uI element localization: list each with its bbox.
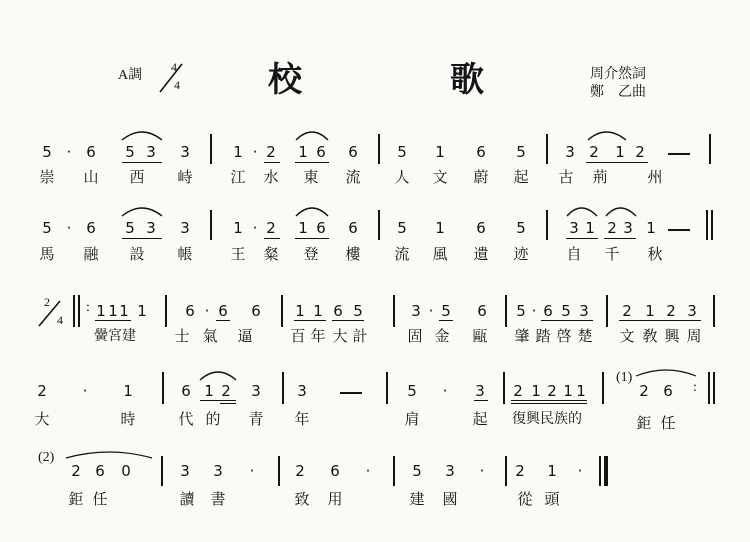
lyric: 人 — [394, 168, 410, 186]
note: 6 — [185, 302, 195, 320]
underline — [604, 238, 636, 239]
note: 3 — [687, 302, 697, 320]
lyric: 西 — [129, 168, 145, 186]
lyric: 江 — [230, 168, 246, 186]
note: 1 — [123, 382, 133, 400]
lyric: 大 — [34, 410, 50, 428]
volta-1-label: (1) — [616, 370, 633, 385]
note: 6 — [330, 462, 340, 480]
key-signature: A調 — [118, 68, 143, 83]
slur — [586, 128, 628, 142]
extension-dash — [340, 392, 362, 394]
note: 5 — [353, 302, 363, 320]
dot: · — [479, 462, 485, 480]
note: 3 — [146, 143, 156, 161]
note: 5 — [561, 302, 571, 320]
title-char-2: 歌 — [450, 60, 486, 100]
note: 1 — [96, 302, 106, 320]
note: 1 — [313, 302, 323, 320]
underline — [220, 403, 236, 404]
lyric: 年 — [310, 327, 326, 345]
note: 6 — [348, 219, 358, 237]
note: 2 — [266, 143, 276, 161]
lyric: 樓 — [345, 245, 361, 263]
note: 1 — [576, 382, 586, 400]
dot: · — [252, 143, 258, 161]
note: 6 — [86, 143, 96, 161]
time-signature-numerator: 4 — [171, 60, 177, 74]
note: 1 — [233, 143, 243, 161]
underline — [216, 320, 230, 321]
note: 5 — [397, 143, 407, 161]
underline — [511, 400, 587, 401]
lyric: 古 — [558, 168, 574, 186]
note: 5 — [516, 143, 526, 161]
lyric: 甌 — [472, 327, 488, 345]
barline — [282, 372, 284, 404]
underline — [294, 320, 326, 321]
repeat-end-barline — [708, 372, 710, 404]
lyric: 百 — [290, 327, 306, 345]
lyric: 鉅 — [636, 414, 652, 432]
note: 5 — [407, 382, 417, 400]
repeat-end-barline — [713, 372, 715, 404]
note: 6 — [663, 382, 673, 400]
lyric: 文 — [432, 168, 448, 186]
note: 2 — [37, 382, 47, 400]
slur — [604, 204, 638, 218]
note: 6 — [316, 219, 326, 237]
lyric: 千 — [604, 245, 620, 263]
note: 1 — [204, 382, 214, 400]
dot: · — [252, 219, 258, 237]
lyric: 秋 — [647, 245, 663, 263]
lyric: 用 — [327, 490, 343, 508]
extension-dash — [668, 153, 690, 155]
note: 3 — [297, 382, 307, 400]
note: 3 — [213, 462, 223, 480]
lyric: 金 — [434, 327, 450, 345]
volta-2-label: (2) — [38, 450, 55, 465]
barline — [602, 372, 604, 404]
dot: · — [66, 143, 72, 161]
note: 5 — [412, 462, 422, 480]
barline — [281, 295, 283, 327]
note: 5 — [516, 302, 526, 320]
barline — [278, 456, 280, 486]
underline — [474, 400, 488, 401]
note: 6 — [333, 302, 343, 320]
note: 2 — [622, 302, 632, 320]
lyric: 荊 — [592, 168, 608, 186]
underline — [200, 400, 236, 401]
note: 2 — [513, 382, 523, 400]
lyric: 起 — [472, 410, 488, 428]
dot: · — [442, 382, 448, 400]
underline — [264, 238, 280, 239]
lyric: 流 — [345, 168, 361, 186]
note: 6 — [86, 219, 96, 237]
lyric: 代 — [178, 410, 194, 428]
lyric: 山 — [83, 168, 99, 186]
note: 3 — [411, 302, 421, 320]
barline — [505, 295, 507, 327]
barline — [210, 134, 212, 164]
lyric: 崇 — [39, 168, 55, 186]
lyric: 流 — [394, 245, 410, 263]
note: 2 — [221, 382, 231, 400]
dot: · — [204, 302, 210, 320]
final-barline-thick — [604, 456, 608, 486]
lyric: 遺 — [473, 245, 489, 263]
lyric: 東 — [303, 168, 319, 186]
note: 6 — [181, 382, 191, 400]
lyric: 致 — [294, 490, 310, 508]
lyric: 肩 — [404, 410, 420, 428]
barline — [503, 372, 505, 404]
lyric: 氣 — [202, 327, 218, 345]
note: 1 — [119, 302, 129, 320]
lyric: 州 — [647, 168, 663, 186]
lyric: 固 — [407, 327, 423, 345]
note: 1 — [435, 143, 445, 161]
lyric: 的 — [205, 410, 221, 428]
slur — [120, 128, 164, 142]
lyric: 馬 — [39, 245, 55, 263]
lyric: 蔚 — [473, 168, 489, 186]
underline — [122, 162, 162, 163]
note: 2 — [547, 382, 557, 400]
lyric: 啓 — [556, 327, 572, 345]
lyric: 從 — [517, 490, 533, 508]
note: 5 — [441, 302, 451, 320]
lyric: 帳 — [177, 245, 193, 263]
time-signature-slash — [156, 62, 186, 94]
barline — [606, 295, 608, 327]
note: 2 — [635, 143, 645, 161]
lyric: 敎 — [642, 327, 658, 345]
note: 3 — [445, 462, 455, 480]
repeat-dots: : — [693, 380, 697, 395]
lyric: 復興民族的 — [512, 411, 582, 427]
note: 5 — [516, 219, 526, 237]
note: 3 — [475, 382, 485, 400]
note: 5 — [42, 143, 52, 161]
dot: · — [577, 462, 583, 480]
note: 1 — [298, 143, 308, 161]
time-signature-denominator: 4 — [174, 78, 180, 92]
underline — [295, 238, 329, 239]
lyric: 國 — [442, 490, 458, 508]
dot: · — [66, 219, 72, 237]
barline — [709, 134, 711, 164]
lyric: 周 — [686, 327, 702, 345]
lyric: 楚 — [577, 327, 593, 345]
note: 2 — [666, 302, 676, 320]
lyric: 峙 — [177, 168, 193, 186]
lyric: 大 — [332, 327, 348, 345]
barline — [546, 134, 548, 164]
note: 3 — [180, 462, 190, 480]
note: 2 — [607, 219, 617, 237]
lyric: 年 — [294, 410, 310, 428]
lyric: 設 — [129, 245, 145, 263]
lyric: 興 — [664, 327, 680, 345]
note: 3 — [623, 219, 633, 237]
note: 6 — [316, 143, 326, 161]
lyric: 肇 — [514, 327, 530, 345]
lyric: 建 — [409, 490, 425, 508]
lyric: 踏 — [535, 327, 551, 345]
lyric: 迹 — [513, 245, 529, 263]
lyric: 任 — [660, 414, 676, 432]
lyric: 逼 — [237, 327, 253, 345]
note: 5 — [42, 219, 52, 237]
note: 6 — [477, 302, 487, 320]
note: 6 — [218, 302, 228, 320]
note: 1 — [645, 302, 655, 320]
barline — [393, 456, 395, 486]
note: 3 — [180, 143, 190, 161]
dot: · — [428, 302, 434, 320]
note: 1 — [585, 219, 595, 237]
barline — [165, 295, 167, 327]
note: 5 — [125, 219, 135, 237]
underline — [122, 238, 162, 239]
barline — [713, 295, 715, 327]
underline — [566, 238, 598, 239]
underline — [332, 320, 364, 321]
note: 3 — [579, 302, 589, 320]
lyric: 登 — [303, 245, 319, 263]
repeat-dots: : — [86, 300, 90, 315]
dot: · — [82, 382, 88, 400]
barline — [546, 210, 548, 240]
lyric: 黌宮建 — [94, 328, 136, 344]
lyric: 粲 — [263, 245, 279, 263]
underline — [511, 403, 587, 404]
note: 1 — [646, 219, 656, 237]
lyric: 水 — [263, 168, 279, 186]
note: 6 — [95, 462, 105, 480]
lyric: 讀 — [179, 490, 195, 508]
note: 1 — [547, 462, 557, 480]
lyric: 時 — [120, 410, 136, 428]
note: 1 — [295, 302, 305, 320]
underline — [264, 162, 280, 163]
note: 5 — [125, 143, 135, 161]
note: 1 — [563, 382, 573, 400]
lyric: 起 — [513, 168, 529, 186]
note: 3 — [180, 219, 190, 237]
lyricist-credit: 周介然詞 — [590, 66, 646, 82]
title-char-1: 校 — [268, 60, 304, 100]
lyric: 風 — [432, 245, 448, 263]
note: 3 — [251, 382, 261, 400]
dot: · — [249, 462, 255, 480]
lyric: 士 — [174, 327, 190, 345]
lyric: 青 — [248, 410, 264, 428]
note: 2 — [589, 143, 599, 161]
slur — [565, 204, 599, 218]
slur — [294, 128, 330, 142]
repeat-barline-thin — [78, 295, 80, 327]
note: 1 — [233, 219, 243, 237]
lyric: 任 — [92, 490, 108, 508]
lyric: 自 — [566, 245, 582, 263]
note: 2 — [295, 462, 305, 480]
final-barline-thin — [711, 210, 713, 240]
lyric: 書 — [210, 490, 226, 508]
note: 6 — [348, 143, 358, 161]
slur — [120, 204, 164, 218]
final-barline-thin — [706, 210, 708, 240]
note: 6 — [476, 219, 486, 237]
underline — [541, 320, 593, 321]
composer-credit: 鄭 乙曲 — [590, 84, 646, 100]
note: 2 — [71, 462, 81, 480]
note: 2 — [639, 382, 649, 400]
underline — [439, 320, 453, 321]
lyric: 頭 — [544, 490, 560, 508]
barline — [162, 372, 164, 404]
lyric: 鉅 — [68, 490, 84, 508]
note: 3 — [569, 219, 579, 237]
repeat-barline-thin — [73, 295, 75, 327]
note: 3 — [565, 143, 575, 161]
underline — [95, 320, 131, 321]
underline — [586, 162, 648, 163]
note: 1 — [298, 219, 308, 237]
dot: · — [531, 302, 537, 320]
lyric: 融 — [83, 245, 99, 263]
lyric: 計 — [352, 327, 368, 345]
note: 1 — [137, 302, 147, 320]
volta-bracket — [64, 450, 154, 460]
rest: 0 — [121, 462, 131, 480]
barline — [393, 295, 395, 327]
barline — [505, 456, 507, 486]
barline — [378, 210, 380, 240]
note: 5 — [397, 219, 407, 237]
final-barline-thin — [599, 456, 601, 486]
time-signature-numerator: 2 — [44, 295, 50, 309]
slur — [198, 368, 238, 382]
note: 6 — [251, 302, 261, 320]
underline — [619, 320, 701, 321]
note: 1 — [615, 143, 625, 161]
underline — [295, 162, 329, 163]
extension-dash — [668, 229, 690, 231]
note: 2 — [266, 219, 276, 237]
barline — [378, 134, 380, 164]
note: 2 — [515, 462, 525, 480]
barline — [210, 210, 212, 240]
slur — [294, 204, 330, 218]
volta-bracket — [634, 368, 698, 378]
dot: · — [365, 462, 371, 480]
note: 1 — [531, 382, 541, 400]
lyric: 王 — [230, 245, 246, 263]
note: 3 — [146, 219, 156, 237]
note: 1 — [435, 219, 445, 237]
note: 1 — [108, 302, 118, 320]
note: 6 — [543, 302, 553, 320]
lyric: 文 — [619, 327, 635, 345]
time-signature-denominator: 4 — [57, 313, 63, 327]
barline — [386, 372, 388, 404]
barline — [161, 456, 163, 486]
note: 6 — [476, 143, 486, 161]
